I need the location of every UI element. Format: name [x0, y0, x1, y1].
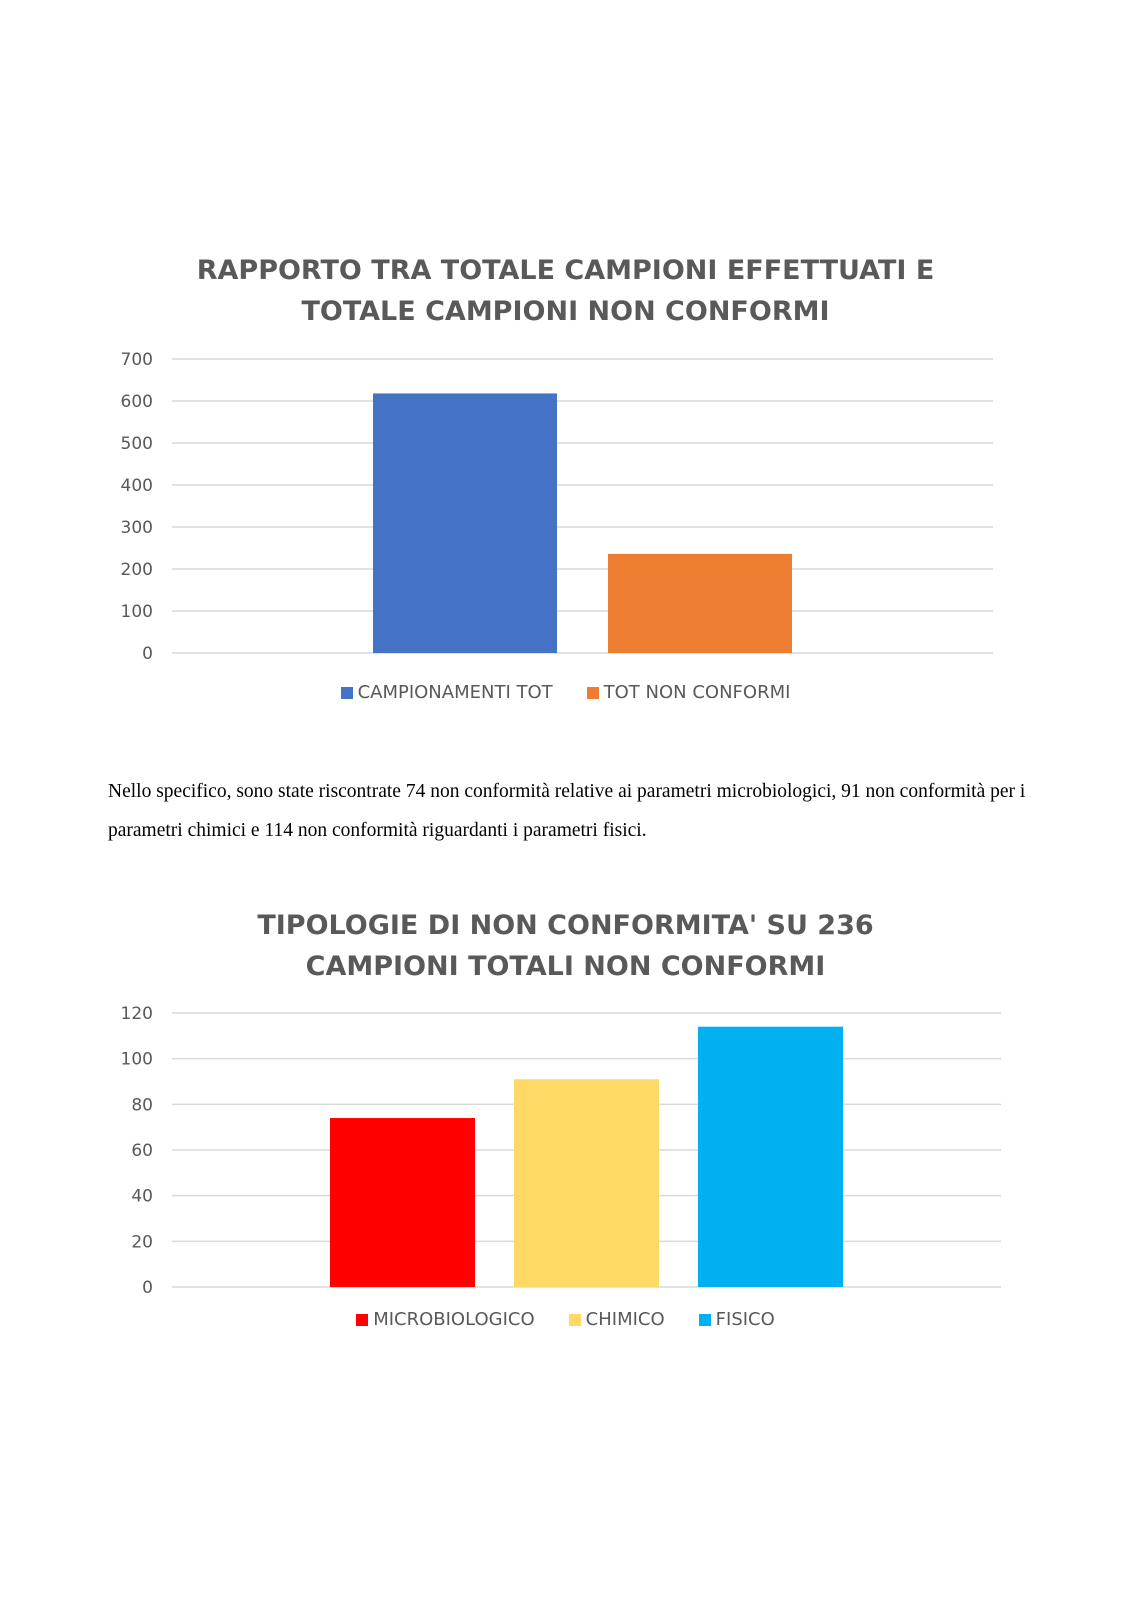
y-tick-label: 600 — [120, 392, 153, 412]
legend-label: CAMPIONAMENTI TOT — [357, 682, 553, 703]
legend-swatch — [587, 687, 599, 699]
legend-item — [569, 1309, 665, 1330]
y-tick-label: 120 — [120, 1004, 153, 1024]
chart-title-line: TOTALE CAMPIONI NON CONFORMI — [301, 296, 830, 327]
chart-title-line: CAMPIONI TOTALI NON CONFORMI — [305, 951, 826, 982]
y-tick-label: 100 — [120, 1049, 153, 1070]
y-tick-label: 500 — [120, 434, 153, 454]
legend-swatch — [569, 1314, 581, 1326]
y-tick-label: 20 — [131, 1232, 153, 1253]
chart-title-line: TIPOLOGIE DI NON CONFORMITA' SU 236 — [257, 910, 874, 941]
chart-nonconformity-types — [0, 905, 1131, 1355]
y-tick-label: 40 — [131, 1186, 153, 1207]
legend-swatch — [699, 1314, 711, 1326]
legend-label: FISICO — [715, 1309, 775, 1330]
chart-legend — [0, 682, 1131, 703]
bar-campionamenti-tot — [373, 393, 557, 653]
y-tick-label: 60 — [131, 1141, 153, 1161]
legend-label: MICROBIOLOGICO — [373, 1309, 535, 1330]
chart-legend — [0, 1309, 1131, 1330]
legend-label: CHIMICO — [585, 1309, 665, 1330]
chart-plot-area — [0, 1005, 1131, 1305]
legend-swatch — [356, 1314, 368, 1326]
legend-item — [341, 682, 553, 703]
y-tick-label: 80 — [131, 1095, 153, 1116]
y-tick-label: 100 — [120, 602, 153, 622]
bar-microbiologico — [330, 1118, 475, 1287]
chart-title-line: RAPPORTO TRA TOTALE CAMPIONI EFFETTUATI E — [196, 255, 935, 286]
chart-title — [0, 905, 1131, 987]
legend-swatch — [341, 687, 353, 699]
y-tick-label: 0 — [142, 644, 153, 664]
y-tick-label: 300 — [120, 518, 153, 538]
chart-total-vs-nonconforming — [0, 250, 1131, 730]
y-tick-label: 0 — [142, 1278, 153, 1298]
chart-plot-area — [0, 345, 1131, 675]
body-paragraph: Nello specifico, sono state riscontrate 74 non conformità relative ai parametri microbiologici, 91 non conformità per i parametri chimici e 114 non conformità riguardanti i parametri fisici. — [108, 781, 1026, 841]
legend-label: TOT NON CONFORMI — [603, 682, 791, 703]
legend-item — [356, 1309, 534, 1330]
bar-fisico — [698, 1027, 843, 1287]
legend-item — [699, 1309, 775, 1330]
y-tick-label: 400 — [120, 476, 153, 496]
y-tick-label: 700 — [120, 350, 153, 370]
y-tick-label: 200 — [120, 560, 153, 580]
chart-title — [0, 250, 1131, 332]
bar-chimico — [514, 1079, 659, 1287]
legend-item — [587, 682, 791, 703]
bar-tot-non-conformi — [608, 554, 792, 653]
